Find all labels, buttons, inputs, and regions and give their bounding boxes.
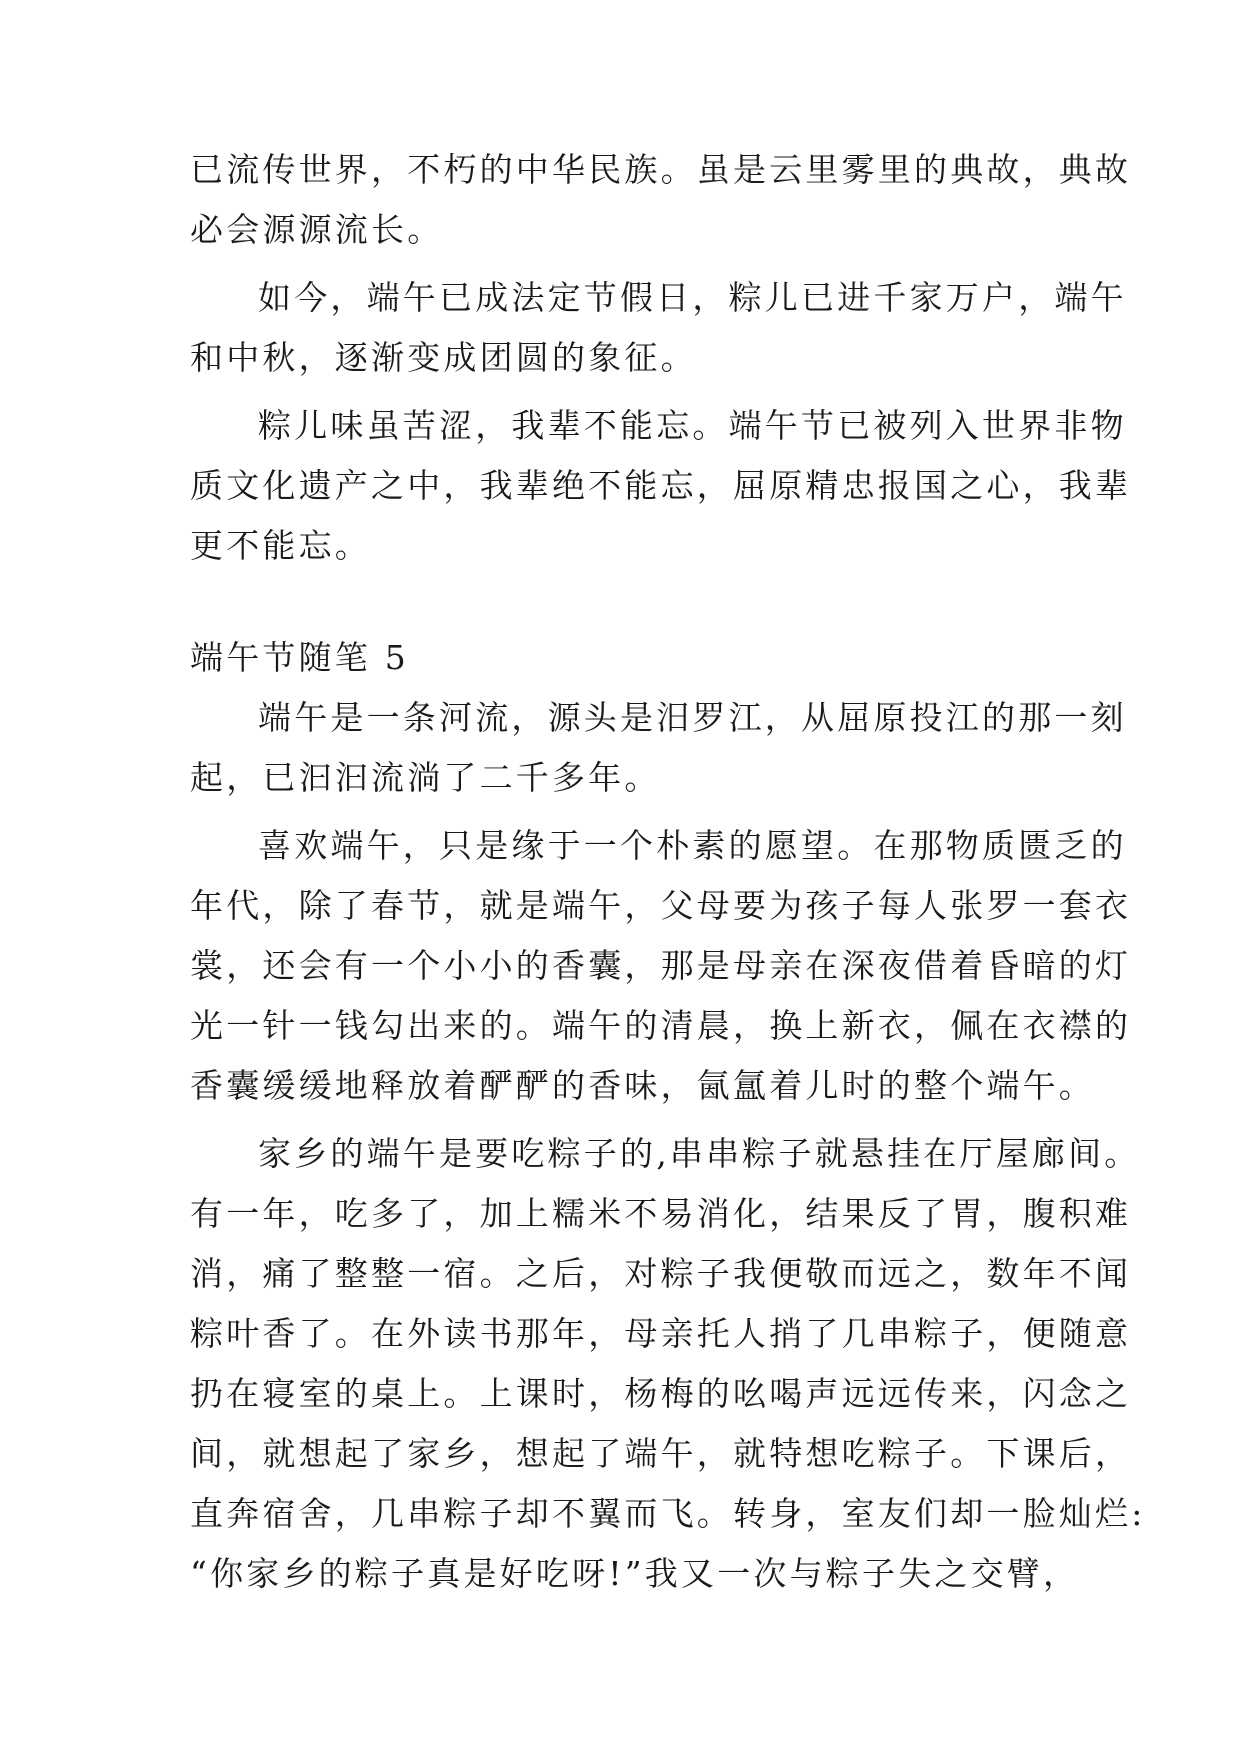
- paragraph-line: 和中秋，逐渐变成团圆的象征。: [190, 338, 697, 377]
- paragraph-line: 端午是一条河流，源头是汨罗江，从屈原投江的那一刻: [258, 698, 1127, 737]
- paragraph-line: “你家乡的粽子真是好吃呀!”我又一次与粽子失之交臂，: [190, 1554, 1080, 1593]
- paragraph-line: 直奔宿舍，几串粽子却不翼而飞。转身，室友们却一脸灿烂:: [190, 1494, 1146, 1533]
- paragraph-line: 更不能忘。: [190, 526, 371, 565]
- paragraph-line: 粽叶香了。在外读书那年，母亲托人捎了几串粽子，便随意: [190, 1314, 1132, 1353]
- paragraph-line: 扔在寝室的桌上。上课时，杨梅的吆喝声远远传来，闪念之: [190, 1374, 1132, 1413]
- paragraph-line: 光一针一钱勾出来的。端午的清晨，换上新衣，佩在衣襟的: [190, 1006, 1132, 1045]
- paragraph-line: 香囊缓缓地释放着酽酽的香味，氤氲着儿时的整个端午。: [190, 1066, 1095, 1105]
- paragraph-line: 年代，除了春节，就是端午，父母要为孩子每人张罗一套衣: [190, 886, 1132, 925]
- paragraph-line: 粽儿味虽苦涩，我辈不能忘。端午节已被列入世界非物: [258, 406, 1127, 445]
- paragraph-line: 裳，还会有一个小小的香囊，那是母亲在深夜借着昏暗的灯: [190, 946, 1132, 985]
- paragraph-line: 家乡的端午是要吃粽子的,串串粽子就悬挂在厅屋廊间。: [258, 1134, 1141, 1173]
- paragraph-line: 消，痛了整整一宿。之后，对粽子我便敬而远之，数年不闻: [190, 1254, 1132, 1293]
- paragraph-line: 如今，端午已成法定节假日，粽儿已进千家万户，端午: [258, 278, 1127, 317]
- paragraph-line: 有一年，吃多了，加上糯米不易消化，结果反了胃，腹积难: [190, 1194, 1132, 1233]
- paragraph-line: 间，就想起了家乡，想起了端午，就特想吃粽子。下课后，: [190, 1434, 1132, 1473]
- paragraph-line: 起，已汩汩流淌了二千多年。: [190, 758, 661, 797]
- section-heading: 端午节随笔 5: [190, 638, 409, 677]
- paragraph-line: 已流传世界，不朽的中华民族。虽是云里雾里的典故，典故: [190, 150, 1132, 189]
- paragraph-line: 质文化遗产之中，我辈绝不能忘，屈原精忠报国之心，我辈: [190, 466, 1132, 505]
- paragraph-line: 喜欢端午，只是缘于一个朴素的愿望。在那物质匮乏的: [258, 826, 1127, 865]
- paragraph-line: 必会源源流长。: [190, 210, 444, 249]
